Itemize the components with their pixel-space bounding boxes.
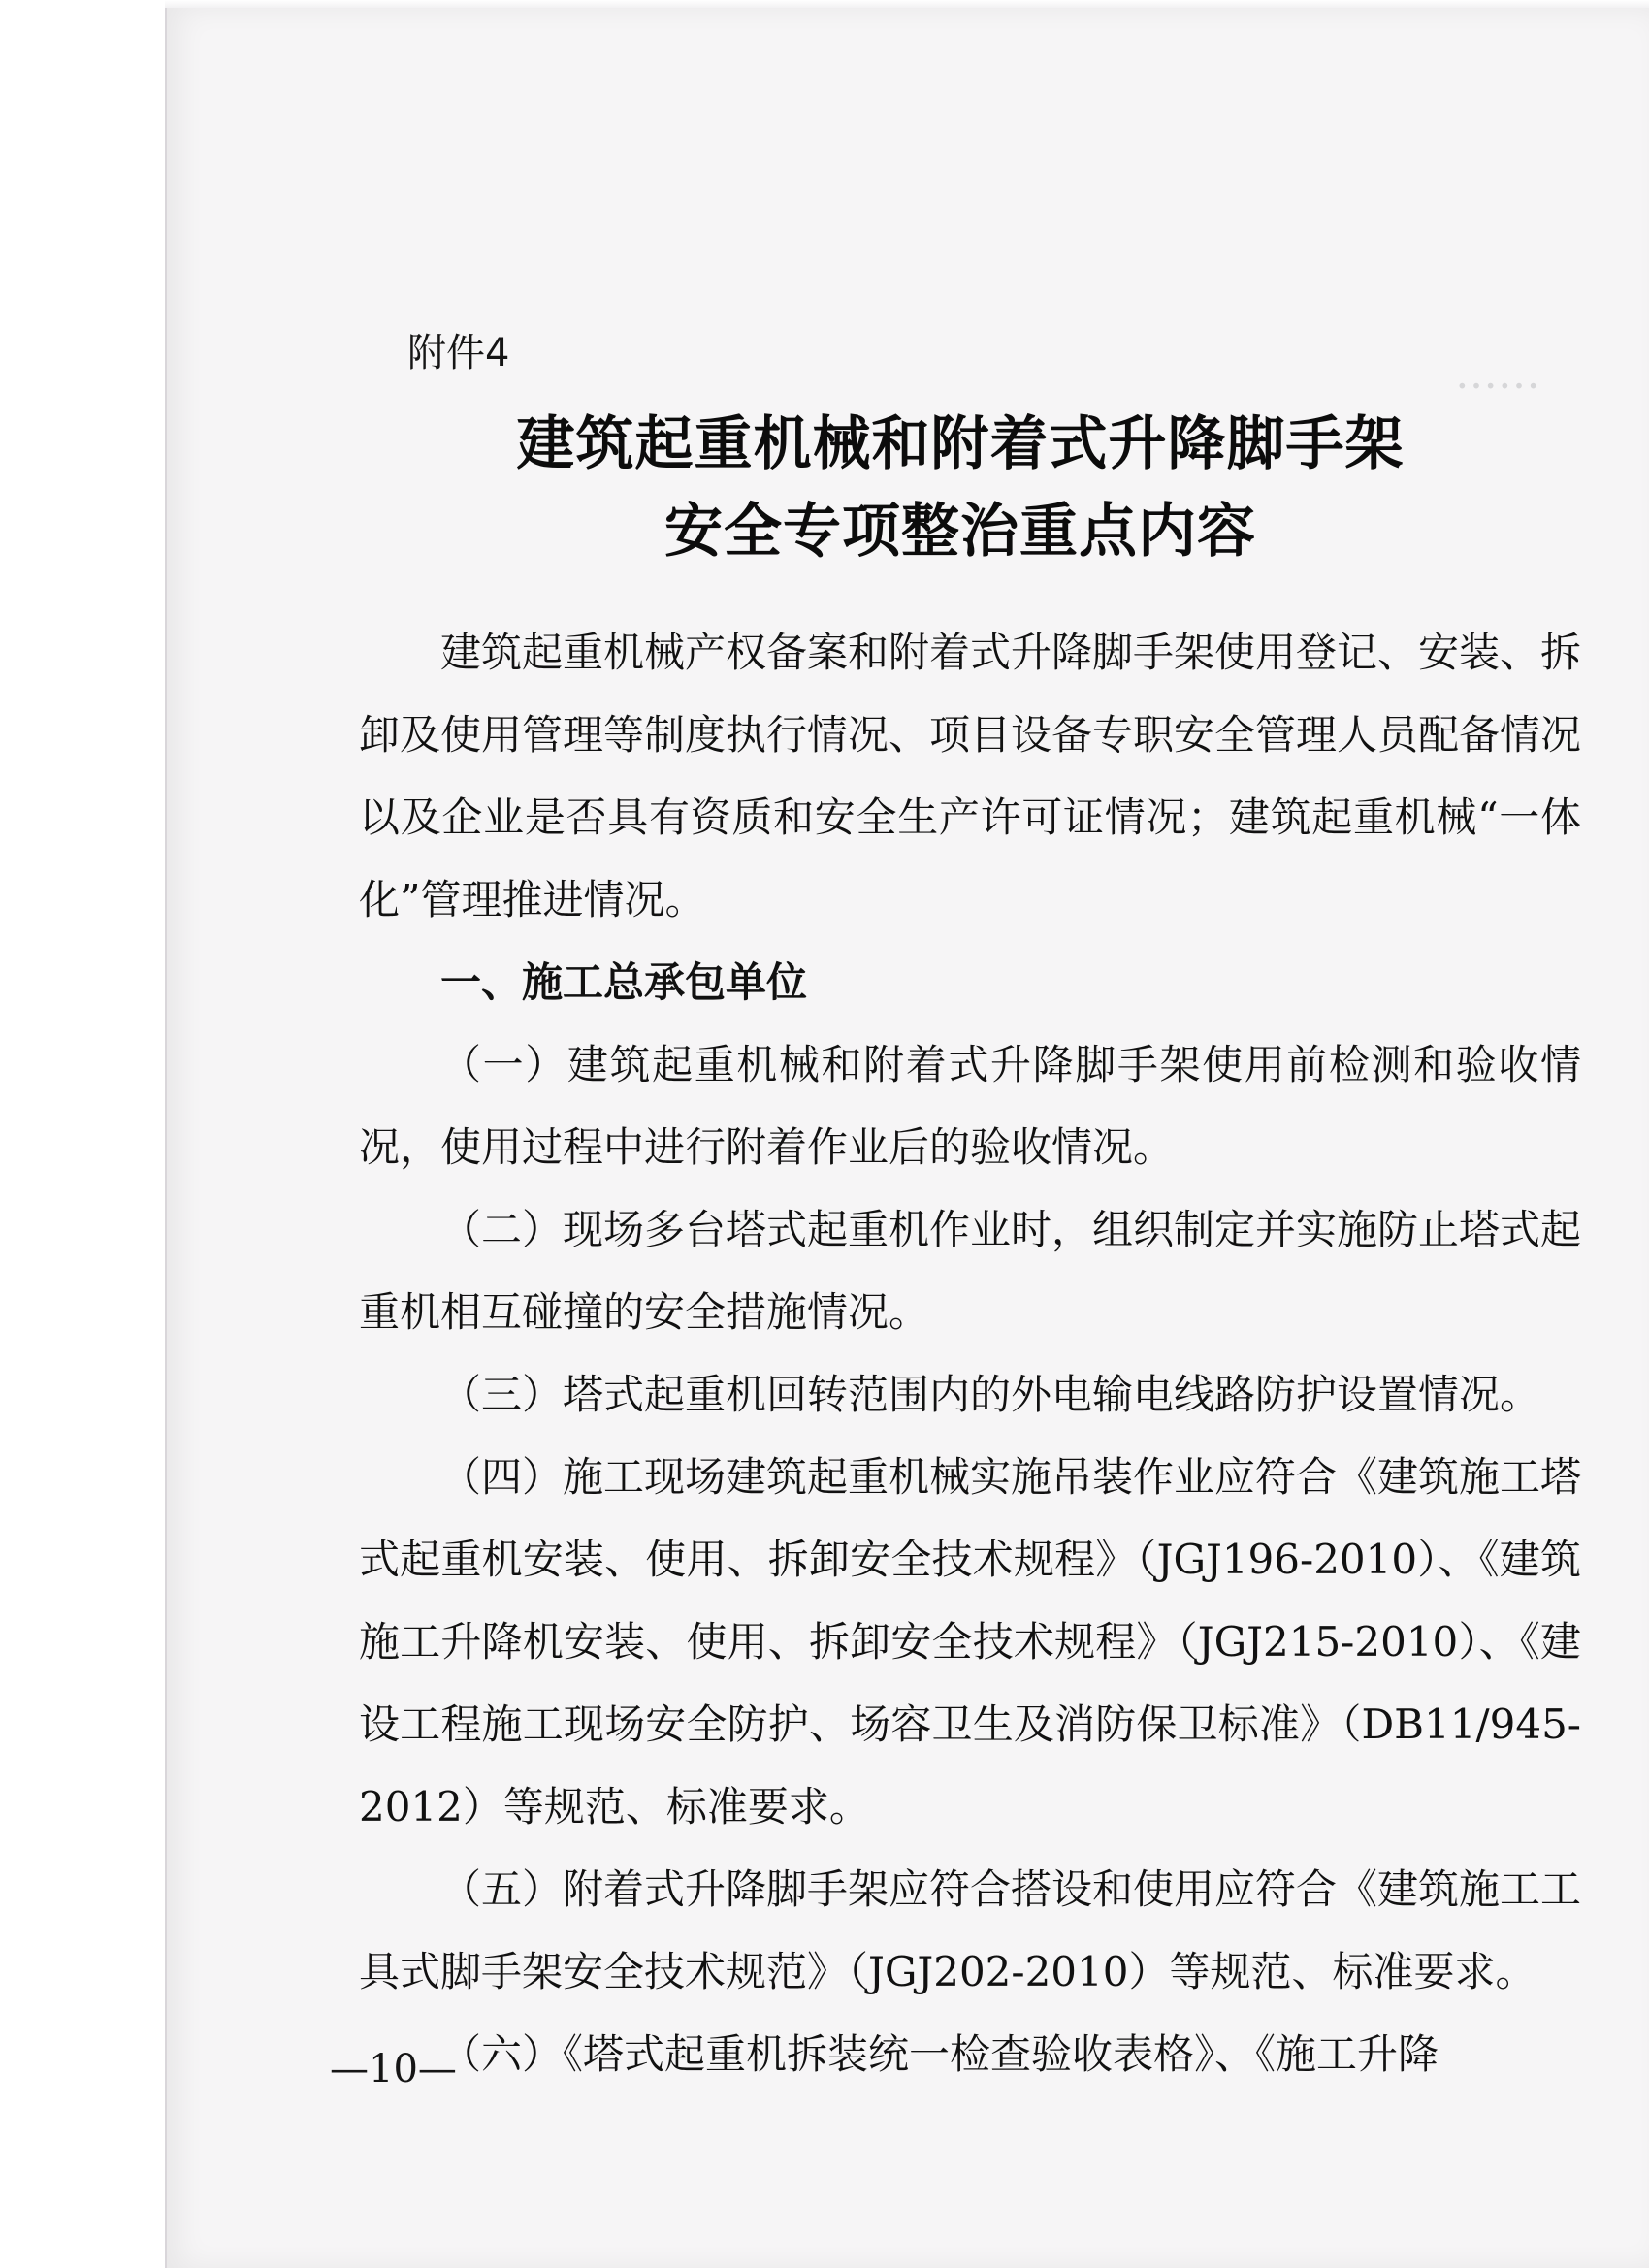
list-item: （五）附着式升降脚手架应符合搭设和使用应符合《建筑施工工具式脚手架安全技术规范》（JGJ202-2010）等规范、标准要求。 (359, 1865, 1582, 1995)
bleed-through-text: …… (1455, 349, 1540, 399)
list-item: （六）《塔式起重机拆装统一检查验收表格》、《施工升降 (440, 2030, 1439, 2078)
section-heading: 一、施工总承包单位 (440, 958, 808, 1006)
list-item: （一）建筑起重机械和附着式升降脚手架使用前检测和验收情况，使用过程中进行附着作业后的验收情况。 (359, 1041, 1581, 1171)
list-item: （三）塔式起重机回转范围内的外电输电线路防护设置情况。 (440, 1371, 1541, 1418)
intro-paragraph: 建筑起重机械产权备案和附着式升降脚手架使用登记、安装、拆卸及使用管理等制度执行情况、项目设备专职安全管理人员配备情况以及企业是否具有资质和安全生产许可证情况；建筑起重机械“一体化”管理推进情况。 (359, 629, 1582, 923)
attachment-label: 附件4 (407, 331, 510, 375)
list-item: （四）施工现场建筑起重机械实施吊装作业应符合《建筑施工塔式起重机安装、使用、拆卸安全技术规程》（JGJ196-2010）、《建筑施工升降机安装、使用、拆卸安全技术规程》（JGJ215-2010）、《建设工程施工现场安全防护、场容卫生及消防保卫标准》（DB11/945-2012）等规范、标准要求。 (359, 1453, 1582, 1831)
page-number: —10— (330, 2047, 457, 2091)
document-title-line1: 建筑起重机械和附着式升降脚手架 (516, 410, 1405, 478)
document-title-line2: 安全专项整治重点内容 (664, 498, 1256, 566)
document-body (359, 611, 1581, 2095)
list-item: （二）现场多台塔式起重机作业时，组织制定并实施防止塔式起重机相互碰撞的安全措施情况。 (359, 1206, 1582, 1336)
